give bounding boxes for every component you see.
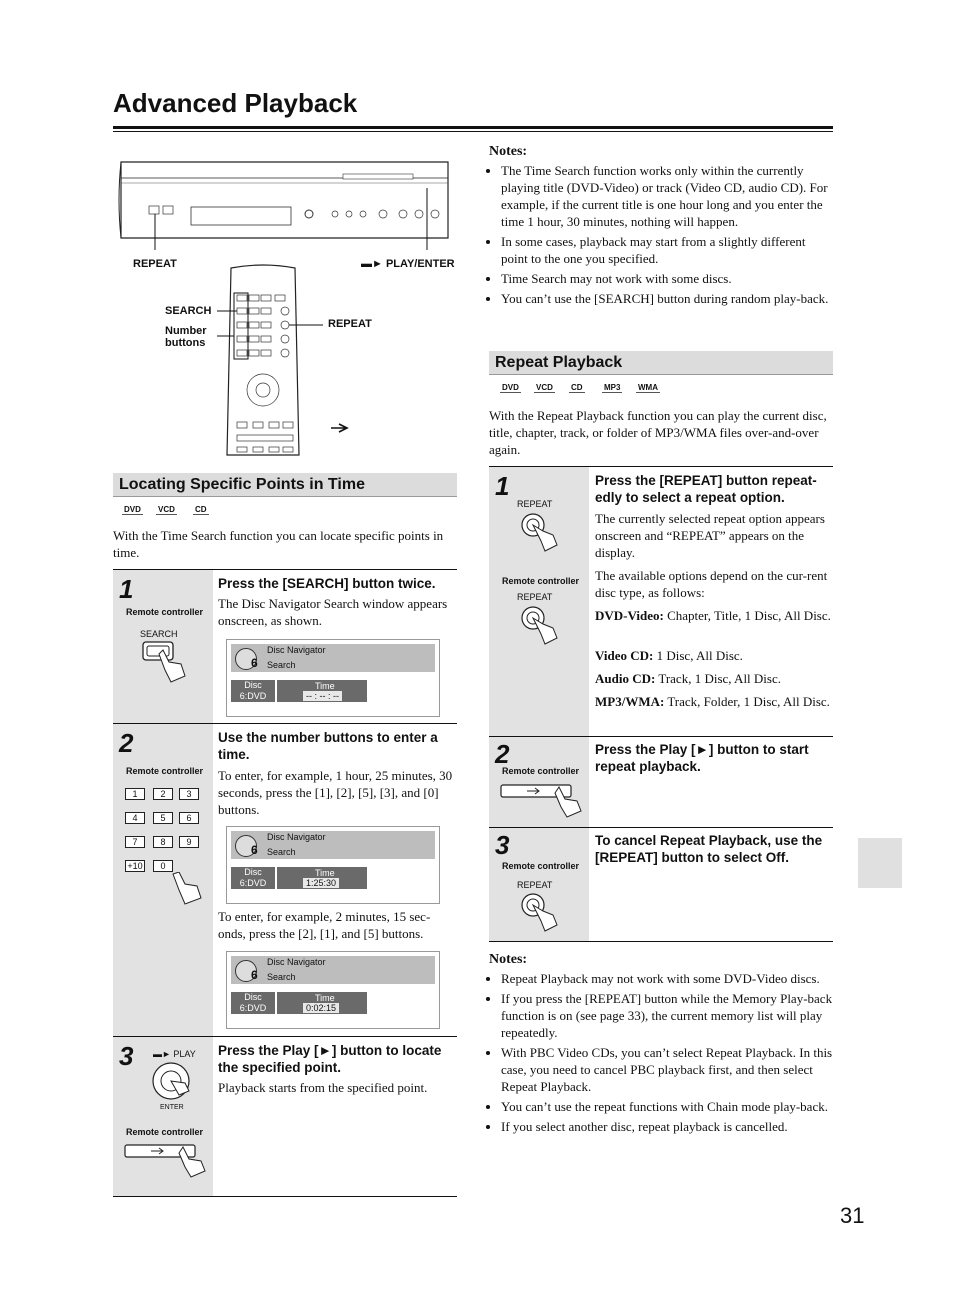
osd-time-value: -- : -- : -- [303, 691, 342, 701]
note-item: • If you select another disc, repeat playback is cancelled. [501, 1118, 834, 1135]
osd-disc-value: 6:DVD [239, 878, 267, 888]
badge-vcd-text: VCD [158, 505, 175, 514]
key-4: 4 [125, 812, 145, 824]
osd-disc-num: 6 [251, 968, 258, 982]
locating-heading: Locating Specific Points in Time [113, 473, 457, 497]
osd-line1: Disc Navigator [267, 957, 326, 967]
key-7: 7 [125, 836, 145, 848]
key-6: 6 [179, 812, 199, 824]
note-item: • Time Search may not work with some discs. [501, 270, 834, 287]
osd-time-label: Time [315, 681, 335, 691]
title-rule-thin [113, 131, 833, 132]
badge-wma [636, 383, 660, 392]
badge-wma-text: WMA [638, 383, 658, 392]
osd-line2: Search [267, 847, 296, 857]
osd-disc-box [231, 867, 275, 889]
label-repeat-player: REPEAT [133, 258, 177, 270]
step-title: Press the [SEARCH] button twice. [218, 576, 436, 591]
badge-dvd [500, 383, 521, 392]
play-arrow-icon: ▬► [153, 1049, 174, 1059]
osd-window-2 [226, 826, 440, 904]
step-body-2: To enter, for example, 2 minutes, 15 sec-onds, press the [2], [1], and [5] buttons. [218, 909, 431, 941]
step-number: 3 [495, 830, 510, 860]
repeat-heading: Repeat Playback [489, 351, 833, 375]
note-item: • With PBC Video CDs, you can’t select Repeat Playback. In this case, you need to cancel PBC playback first, and then select Repeat Playback. [501, 1044, 834, 1095]
key-1: 1 [125, 788, 145, 800]
osd-window-1 [226, 639, 440, 717]
repeat-button-label: REPEAT [517, 880, 553, 890]
option-key: Video CD: [595, 648, 654, 663]
osd-disc-value: 6:DVD [239, 1003, 267, 1013]
osd-line2: Search [267, 660, 296, 670]
note-item: • You can’t use the [SEARCH] button during random play-back. [501, 290, 834, 307]
repeat-step-1 [489, 466, 833, 737]
play-button-hand-icon [499, 781, 585, 821]
repeat-button-label: REPEAT [517, 499, 553, 509]
badge-cd-text: CD [571, 383, 583, 392]
option-value: Chapter, Title, 1 Disc, All Disc. [667, 608, 831, 623]
repeat-step-2 [489, 736, 833, 828]
step-title: To cancel Repeat Playback, use the [REPEAT] button to select Off. [595, 833, 823, 865]
notes-bottom [489, 952, 834, 1138]
osd-line2: Search [267, 972, 296, 982]
badge-mp3 [602, 383, 622, 392]
option-audio-cd [595, 670, 831, 687]
step-title: Use the number buttons to enter a time. [218, 730, 438, 762]
remote-controller-label: Remote controller [126, 1127, 204, 1137]
step-body: To enter, for example, 1 hour, 25 minutes, 30 seconds, press the [1], [2], [5], [3], and [0] buttons. [218, 768, 453, 817]
option-value: 1 Disc, All Disc. [656, 648, 743, 663]
repeat-button-hand-icon [519, 604, 559, 646]
step-number: 1 [495, 471, 510, 501]
side-tab [858, 838, 902, 888]
osd-disc-label: Disc [244, 992, 262, 1002]
page-number: 31 [840, 1203, 865, 1228]
search-button-label: SEARCH [140, 629, 178, 639]
option-value: Track, 1 Disc, All Disc. [658, 671, 781, 686]
step-number: 1 [119, 574, 134, 604]
key-plus10: +10 [125, 860, 145, 872]
badge-dvd-text: DVD [124, 505, 141, 514]
label-play-enter [361, 258, 455, 270]
badge-cd-text: CD [195, 505, 207, 514]
repeat-step-3 [489, 827, 833, 942]
osd-disc-label: Disc [244, 867, 262, 877]
badge-vcd [156, 505, 177, 514]
play-arrow-icon: ▬► [361, 258, 386, 270]
badge-dvd [122, 505, 143, 514]
note-item: • In some cases, playback may start from a slightly different point to the one you specified. [501, 233, 834, 267]
note-item: • You can’t use the repeat functions with Chain mode play-back. [501, 1098, 834, 1115]
label-number-buttons: Number buttons [165, 325, 207, 349]
badge-cd [569, 383, 585, 392]
note-item: • The Time Search function works only within the currently playing title (DVD-Video) or track (Video CD, audio CD). For example, if the current title is one hour long and you enter the time 1 hour, 30 minutes, nothing will happen. [501, 162, 834, 230]
play-enter-button-icon [149, 1061, 193, 1105]
enter-label: ENTER [160, 1104, 184, 1111]
osd-disc-box [231, 992, 275, 1014]
label-search: SEARCH [165, 305, 212, 317]
remote-controller-label: Remote controller [126, 607, 204, 617]
locating-intro: With the Time Search function you can locate specific points in time. [113, 528, 444, 560]
label-repeat-remote: REPEAT [328, 318, 372, 330]
step-number: 3 [119, 1041, 134, 1071]
notes-top-title: Notes: [489, 144, 528, 159]
option-key: MP3/WMA: [595, 694, 665, 709]
osd-disc-num: 6 [251, 656, 258, 670]
osd-time-box [277, 680, 367, 702]
step-number: 2 [119, 728, 134, 758]
option-video-cd [595, 647, 831, 664]
repeat-button-hand-icon [519, 511, 559, 553]
osd-disc-value: 6:DVD [239, 691, 267, 701]
key-0: 0 [153, 860, 173, 872]
osd-time-label: Time [315, 993, 335, 1003]
badge-vcd-text: VCD [536, 383, 553, 392]
notes-top [489, 144, 834, 310]
step-body: The Disc Navigator Search window appears onscreen, as shown. [218, 596, 448, 628]
page-title: Advanced Playback [113, 88, 358, 118]
badge-vcd [534, 383, 555, 392]
osd-time-label: Time [315, 868, 335, 878]
osd-line1: Disc Navigator [267, 645, 326, 655]
badge-dvd-text: DVD [502, 383, 519, 392]
step-body-2: The available options depend on the cur-rent disc type, as follows: [595, 568, 828, 600]
osd-time-value: 0:02:15 [303, 1003, 339, 1013]
step-number: 2 [495, 739, 510, 769]
badge-mp3-text: MP3 [604, 383, 621, 392]
repeat-button-label-2: REPEAT [517, 592, 553, 602]
key-8: 8 [153, 836, 173, 848]
osd-line1: Disc Navigator [267, 832, 326, 842]
step-title: Press the Play [►] button to start repeat playback. [595, 742, 809, 774]
step-title: Press the Play [►] button to locate the specified point. [218, 1043, 442, 1075]
osd-disc-num: 6 [251, 843, 258, 857]
notes-bottom-title: Notes: [489, 952, 528, 967]
hand-pointer-icon [169, 872, 205, 908]
repeat-intro: With the Repeat Playback function you can play the current disc, title, chapter, track, or folder of MP3/WMA files over-and-over again. [489, 408, 827, 457]
play-button-hand-icon [123, 1141, 209, 1181]
badge-cd [193, 505, 209, 514]
remote-controller-label: Remote controller [502, 576, 580, 586]
play-label [153, 1049, 196, 1059]
key-2: 2 [153, 788, 173, 800]
key-5: 5 [153, 812, 173, 824]
remote-controller-label: Remote controller [502, 766, 580, 776]
step-body: The currently selected repeat option appears onscreen and “REPEAT” appears on the display. [595, 511, 825, 560]
play-label-text: PLAY [173, 1049, 196, 1059]
osd-window-3 [226, 951, 440, 1029]
search-button-hand-icon [141, 640, 191, 686]
key-9: 9 [179, 836, 199, 848]
option-mp3-wma [595, 693, 831, 710]
label-play-enter-text: PLAY/ENTER [385, 258, 455, 270]
osd-time-box [277, 992, 367, 1014]
osd-disc-label: Disc [244, 680, 262, 690]
option-value: Track, Folder, 1 Disc, All Disc. [667, 694, 830, 709]
option-key: Audio CD: [595, 671, 656, 686]
key-3: 3 [179, 788, 199, 800]
step-title: Press the [REPEAT] button repeat-edly to select a repeat option. [595, 473, 817, 505]
osd-disc-box [231, 680, 275, 702]
step-body: Playback starts from the specified point. [218, 1080, 428, 1095]
remote-controller-label: Remote controller [126, 766, 204, 776]
title-rule [113, 126, 833, 129]
note-item: • If you press the [REPEAT] button while the Memory Play-back function is on (see page 33), the current memory list will play repeatedly. [501, 990, 834, 1041]
locating-step-3 [113, 1036, 457, 1197]
osd-time-box [277, 867, 367, 889]
option-key: DVD-Video: [595, 608, 664, 623]
option-dvd-video [595, 607, 831, 624]
repeat-button-hand-icon [519, 891, 559, 933]
osd-time-value: 1:25:30 [303, 878, 339, 888]
note-item: • Repeat Playback may not work with some DVD-Video discs. [501, 970, 834, 987]
remote-controller-label: Remote controller [502, 861, 580, 871]
